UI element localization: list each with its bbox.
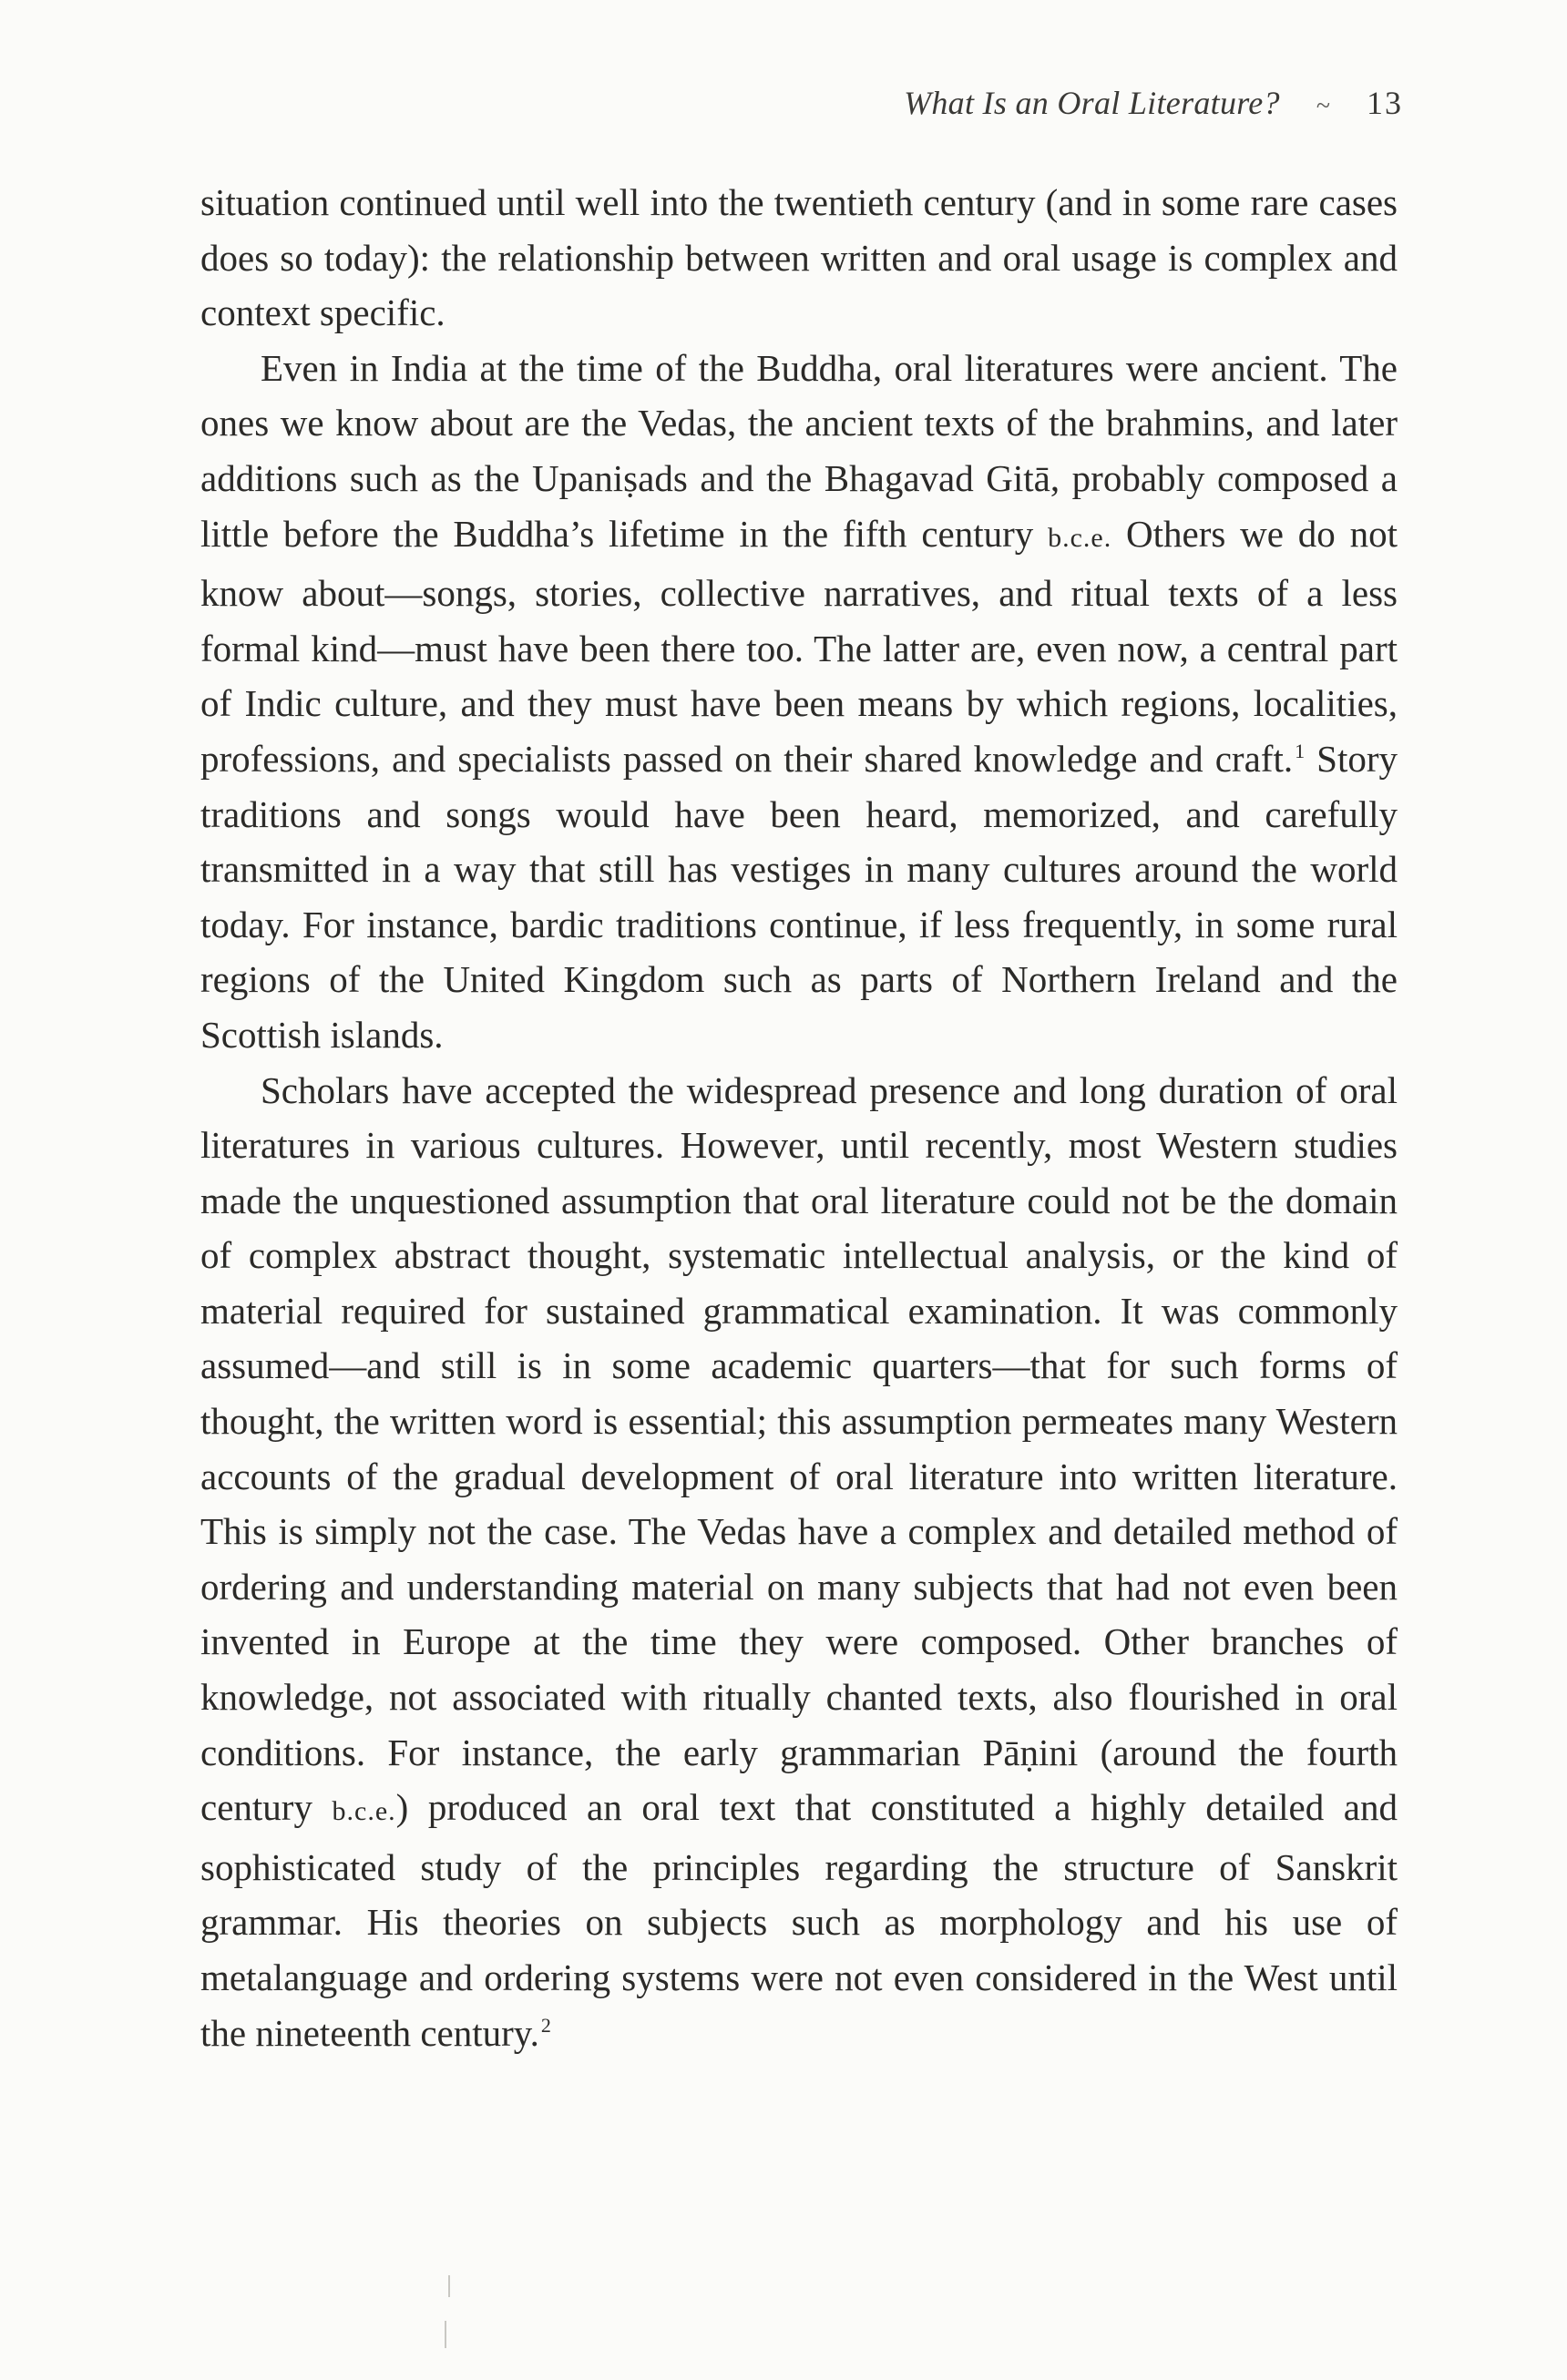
tilde-ornament-icon: ~: [1316, 92, 1330, 120]
paragraph-continued: [200, 175, 1398, 341]
running-head: [200, 84, 1403, 135]
scan-mark: [448, 2275, 450, 2297]
paragraph-text: Scholars have accepted the widespread presence and long duration of oral literatures in various cultures. However, until recently, most Western studies made the unquestioned assumption that oral literature could not be the domain of complex abstract thought, systematic intellectual analysis, or the kind of material required for sustained grammatical examination. It was commonly assumed—and still is in some academic quarters—that for such forms of thought, the written word is essential; this assumption permeates many Western accounts of the gradual development of oral literature into written literature. This is simply not the case. The Vedas have a complex and detailed method of ordering and understanding material on many subjects that had not even been invented in Europe at the time they were composed. Other branches of knowledge, not associated with ritually chanted texts, also flourished in oral conditions. For instance, the early grammarian Pāṇini (around the fourth century: [200, 1068, 1398, 1829]
paragraph-text: situation continued until well into the twentieth century (and in some rare cases does so today): the relationship between written and oral usage is complex and context specific.: [200, 181, 1398, 334]
page-number: 13: [1367, 85, 1403, 121]
paragraph-scholars: [200, 1063, 1398, 2061]
scan-mark: [445, 2321, 446, 2348]
paragraph-text: Story traditions and songs would have been heard, memorized, and carefully transmitted in a way that still has vestiges in many cultures around the world today. For instance, bardic traditions continue, if less frequently, in some rural regions of the United Kingdom such as parts of Northern Ireland and the Scottish islands.: [200, 737, 1398, 1056]
running-head-title: What Is an Oral Literature?: [904, 85, 1280, 121]
body-text: [200, 175, 1398, 2060]
footnote-marker[interactable]: 1: [1295, 740, 1306, 763]
era-abbreviation: b.c.e.: [1048, 522, 1112, 553]
paragraph-text: ) produced an oral text that constituted a highly detailed and sophisticated study of the principles regarding the structure of Sanskrit grammar. His theories on subjects such as morphology and his use of metalanguage and ordering systems were not even considered in the West until the nineteenth century.: [200, 1786, 1398, 2054]
paragraph-text: Even in India at the time of the Buddha, oral literatures were ancient. The ones we know about are the Vedas, the ancient texts of the brahmins, and later additions such as the Upaniṣads and the Bhagavad Gitā, probably composed a little before the Buddha’s lifetime in the fifth century: [200, 346, 1398, 555]
paragraph-india-oral-literatures: [200, 341, 1398, 1063]
footnote-marker[interactable]: 2: [540, 2013, 551, 2037]
paragraph-text: Others we do not know about—songs, stories, collective narratives, and ritual texts of a less formal kind—must have been there too. The latter are, even now, a central part of Indic culture, and they must have been means by which regions, localities, professions, and specialists passed on their shared knowledge and craft.: [200, 512, 1398, 780]
era-abbreviation: b.c.e.: [332, 1796, 396, 1827]
